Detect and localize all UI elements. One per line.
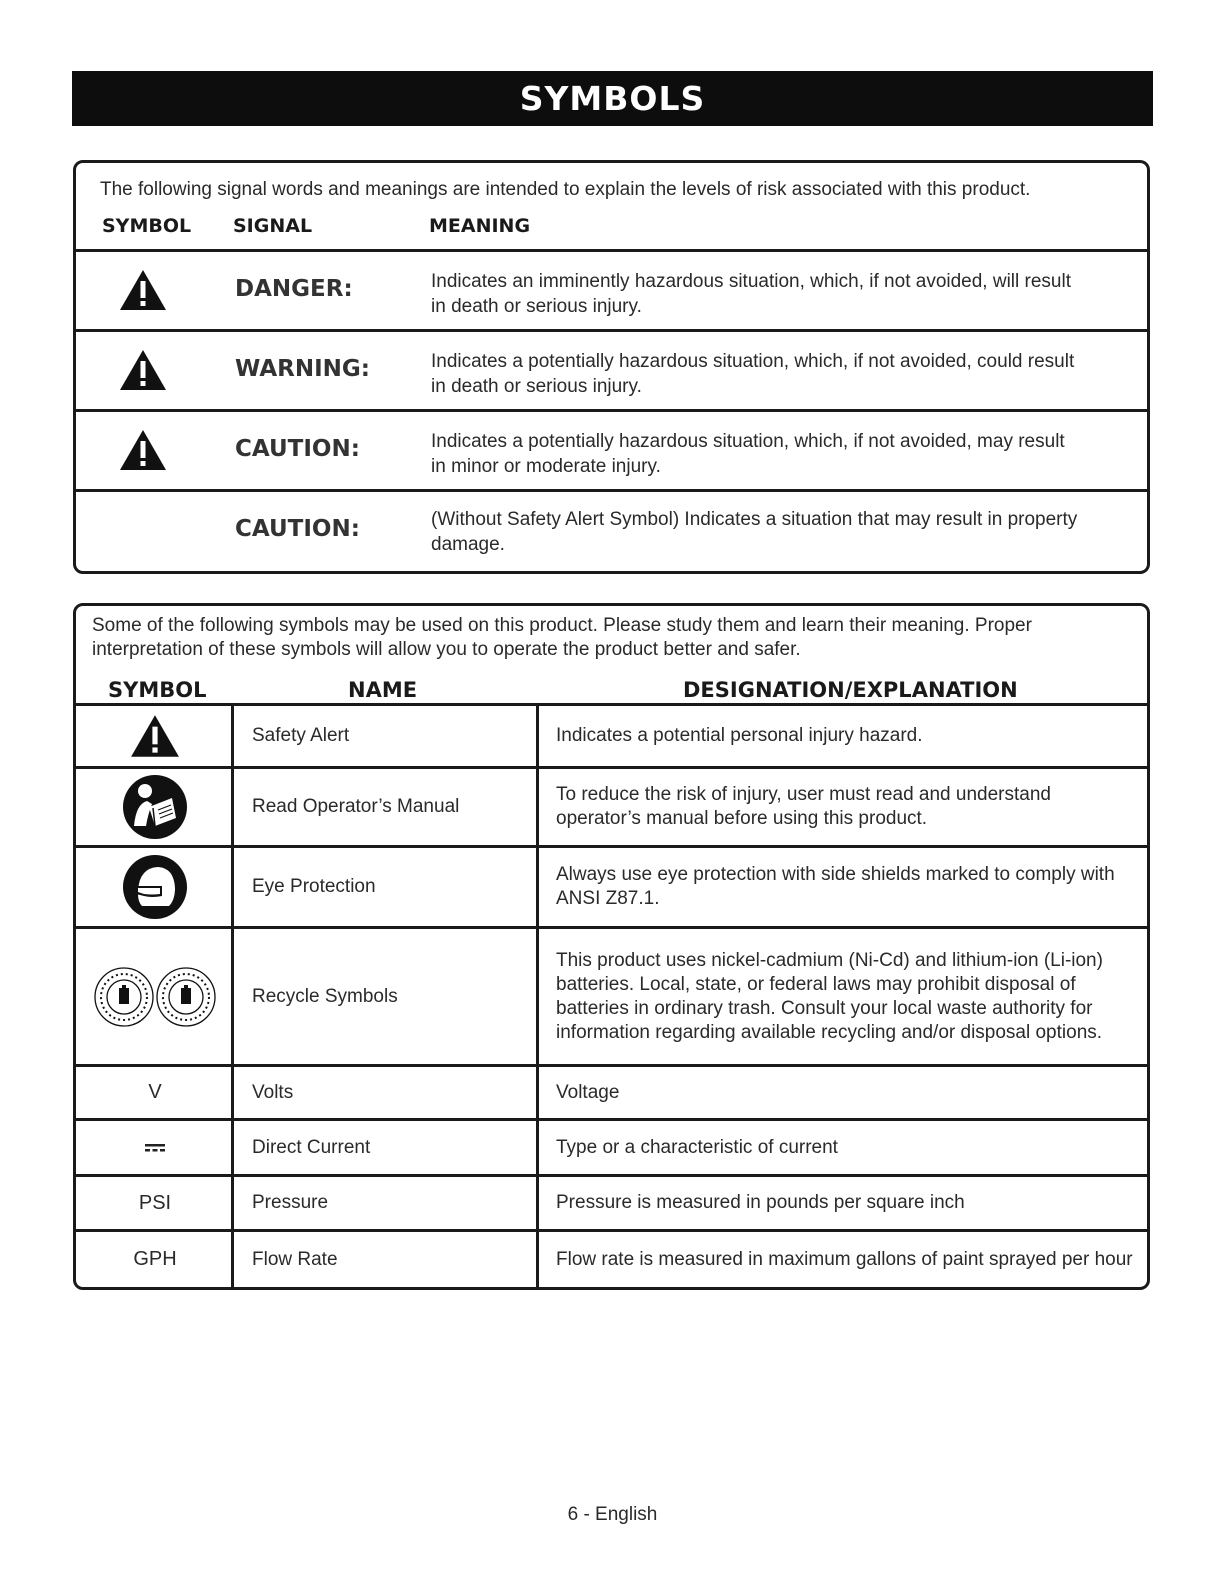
table-row bbox=[76, 1064, 1147, 1118]
symbol-desc: Always use eye protection with side shields marked to comply with ANSI Z87.1. bbox=[556, 864, 1115, 909]
symbol-desc: This product uses nickel-cadmium (Ni-Cd) and lithium-ion (Li-ion) batteries. Local, state, or federal laws may prohibit disposal of batteries in ordinary trash. Consult your local waste authority for information regarding available recycling and/or disposal options. bbox=[556, 949, 1103, 1043]
symbol-name: Eye Protection bbox=[252, 876, 376, 897]
symbol-desc: Flow rate is measured in maximum gallons of paint sprayed per hour bbox=[556, 1248, 1133, 1270]
table-row bbox=[76, 766, 1147, 845]
symbol-name: Pressure bbox=[252, 1192, 329, 1213]
symbol-text: V bbox=[148, 1081, 162, 1103]
header-symbol: SYMBOL bbox=[108, 678, 207, 702]
symbols-intro: Some of the following symbols may be used on this product. Please study them and learn their meaning. Proper interpretation of these symbols will allow you to operate the product better and safer. bbox=[92, 615, 1032, 660]
symbol-desc: To reduce the risk of injury, user must read and understand operator’s manual before using this product. bbox=[556, 784, 1051, 829]
safety-alert-icon bbox=[129, 713, 181, 759]
symbol-name: Recycle Symbols bbox=[252, 985, 398, 1007]
signal-meaning: (Without Safety Alert Symbol) Indicates a situation that may result in property damage. bbox=[431, 509, 1078, 555]
header-meaning: MEANING bbox=[429, 215, 531, 237]
symbol-name: Flow Rate bbox=[252, 1248, 338, 1270]
symbol-name: Read Operator’s Manual bbox=[252, 796, 460, 817]
signal-label: CAUTION: bbox=[235, 516, 360, 542]
signal-row-danger bbox=[76, 249, 1147, 329]
symbol-name: Safety Alert bbox=[252, 725, 350, 746]
symbol-text: GPH bbox=[133, 1248, 177, 1270]
table-row bbox=[76, 926, 1147, 1064]
read-manual-icon bbox=[122, 774, 188, 840]
table-row bbox=[76, 703, 1147, 766]
signal-words-table bbox=[73, 160, 1150, 574]
symbol-text: PSI bbox=[138, 1191, 172, 1214]
section-banner bbox=[72, 71, 1153, 126]
signal-label: WARNING: bbox=[235, 356, 370, 382]
signal-row-caution bbox=[76, 409, 1147, 489]
signal-meaning: Indicates an imminently hazardous situation, which, if not avoided, will result in death or serious injury. bbox=[431, 271, 1071, 317]
signal-meaning: Indicates a potentially hazardous situation, which, if not avoided, may result in minor or moderate injury. bbox=[431, 431, 1065, 477]
page-title: SYMBOLS bbox=[519, 79, 706, 118]
header-name: NAME bbox=[348, 678, 418, 702]
header-symbol: SYMBOL bbox=[102, 215, 192, 237]
signal-label: CAUTION: bbox=[235, 436, 360, 462]
page-number: 6 - English bbox=[567, 1504, 658, 1525]
safety-alert-icon bbox=[118, 268, 168, 312]
header-signal: SIGNAL bbox=[233, 215, 313, 237]
table-row bbox=[76, 1118, 1147, 1174]
direct-current-icon bbox=[145, 1143, 165, 1153]
safety-alert-icon bbox=[118, 428, 168, 472]
table-row bbox=[76, 845, 1147, 926]
symbol-name: Direct Current bbox=[252, 1136, 371, 1158]
recycle-seal-icon bbox=[93, 966, 217, 1028]
table-row bbox=[76, 1229, 1147, 1290]
symbol-desc: Type or a characteristic of current bbox=[556, 1136, 838, 1158]
table-row bbox=[76, 1174, 1147, 1229]
header-designation: DESIGNATION/EXPLANATION bbox=[683, 678, 1018, 702]
symbol-desc: Indicates a potential personal injury hazard. bbox=[556, 725, 923, 746]
symbol-desc: Voltage bbox=[556, 1081, 620, 1103]
symbol-name: Volts bbox=[252, 1081, 294, 1103]
signal-row-warning bbox=[76, 329, 1147, 409]
symbol-desc: Pressure is measured in pounds per square inch bbox=[556, 1192, 965, 1213]
signal-meaning: Indicates a potentially hazardous situation, which, if not avoided, could result in death or serious injury. bbox=[431, 351, 1075, 397]
signal-label: DANGER: bbox=[235, 276, 353, 302]
eye-protection-icon bbox=[122, 854, 188, 920]
safety-alert-icon bbox=[118, 348, 168, 392]
signal-intro: The following signal words and meanings are intended to explain the levels of risk associated with this product. bbox=[100, 179, 1031, 200]
signal-row-caution-property bbox=[76, 489, 1147, 574]
symbols-table bbox=[73, 603, 1150, 1290]
